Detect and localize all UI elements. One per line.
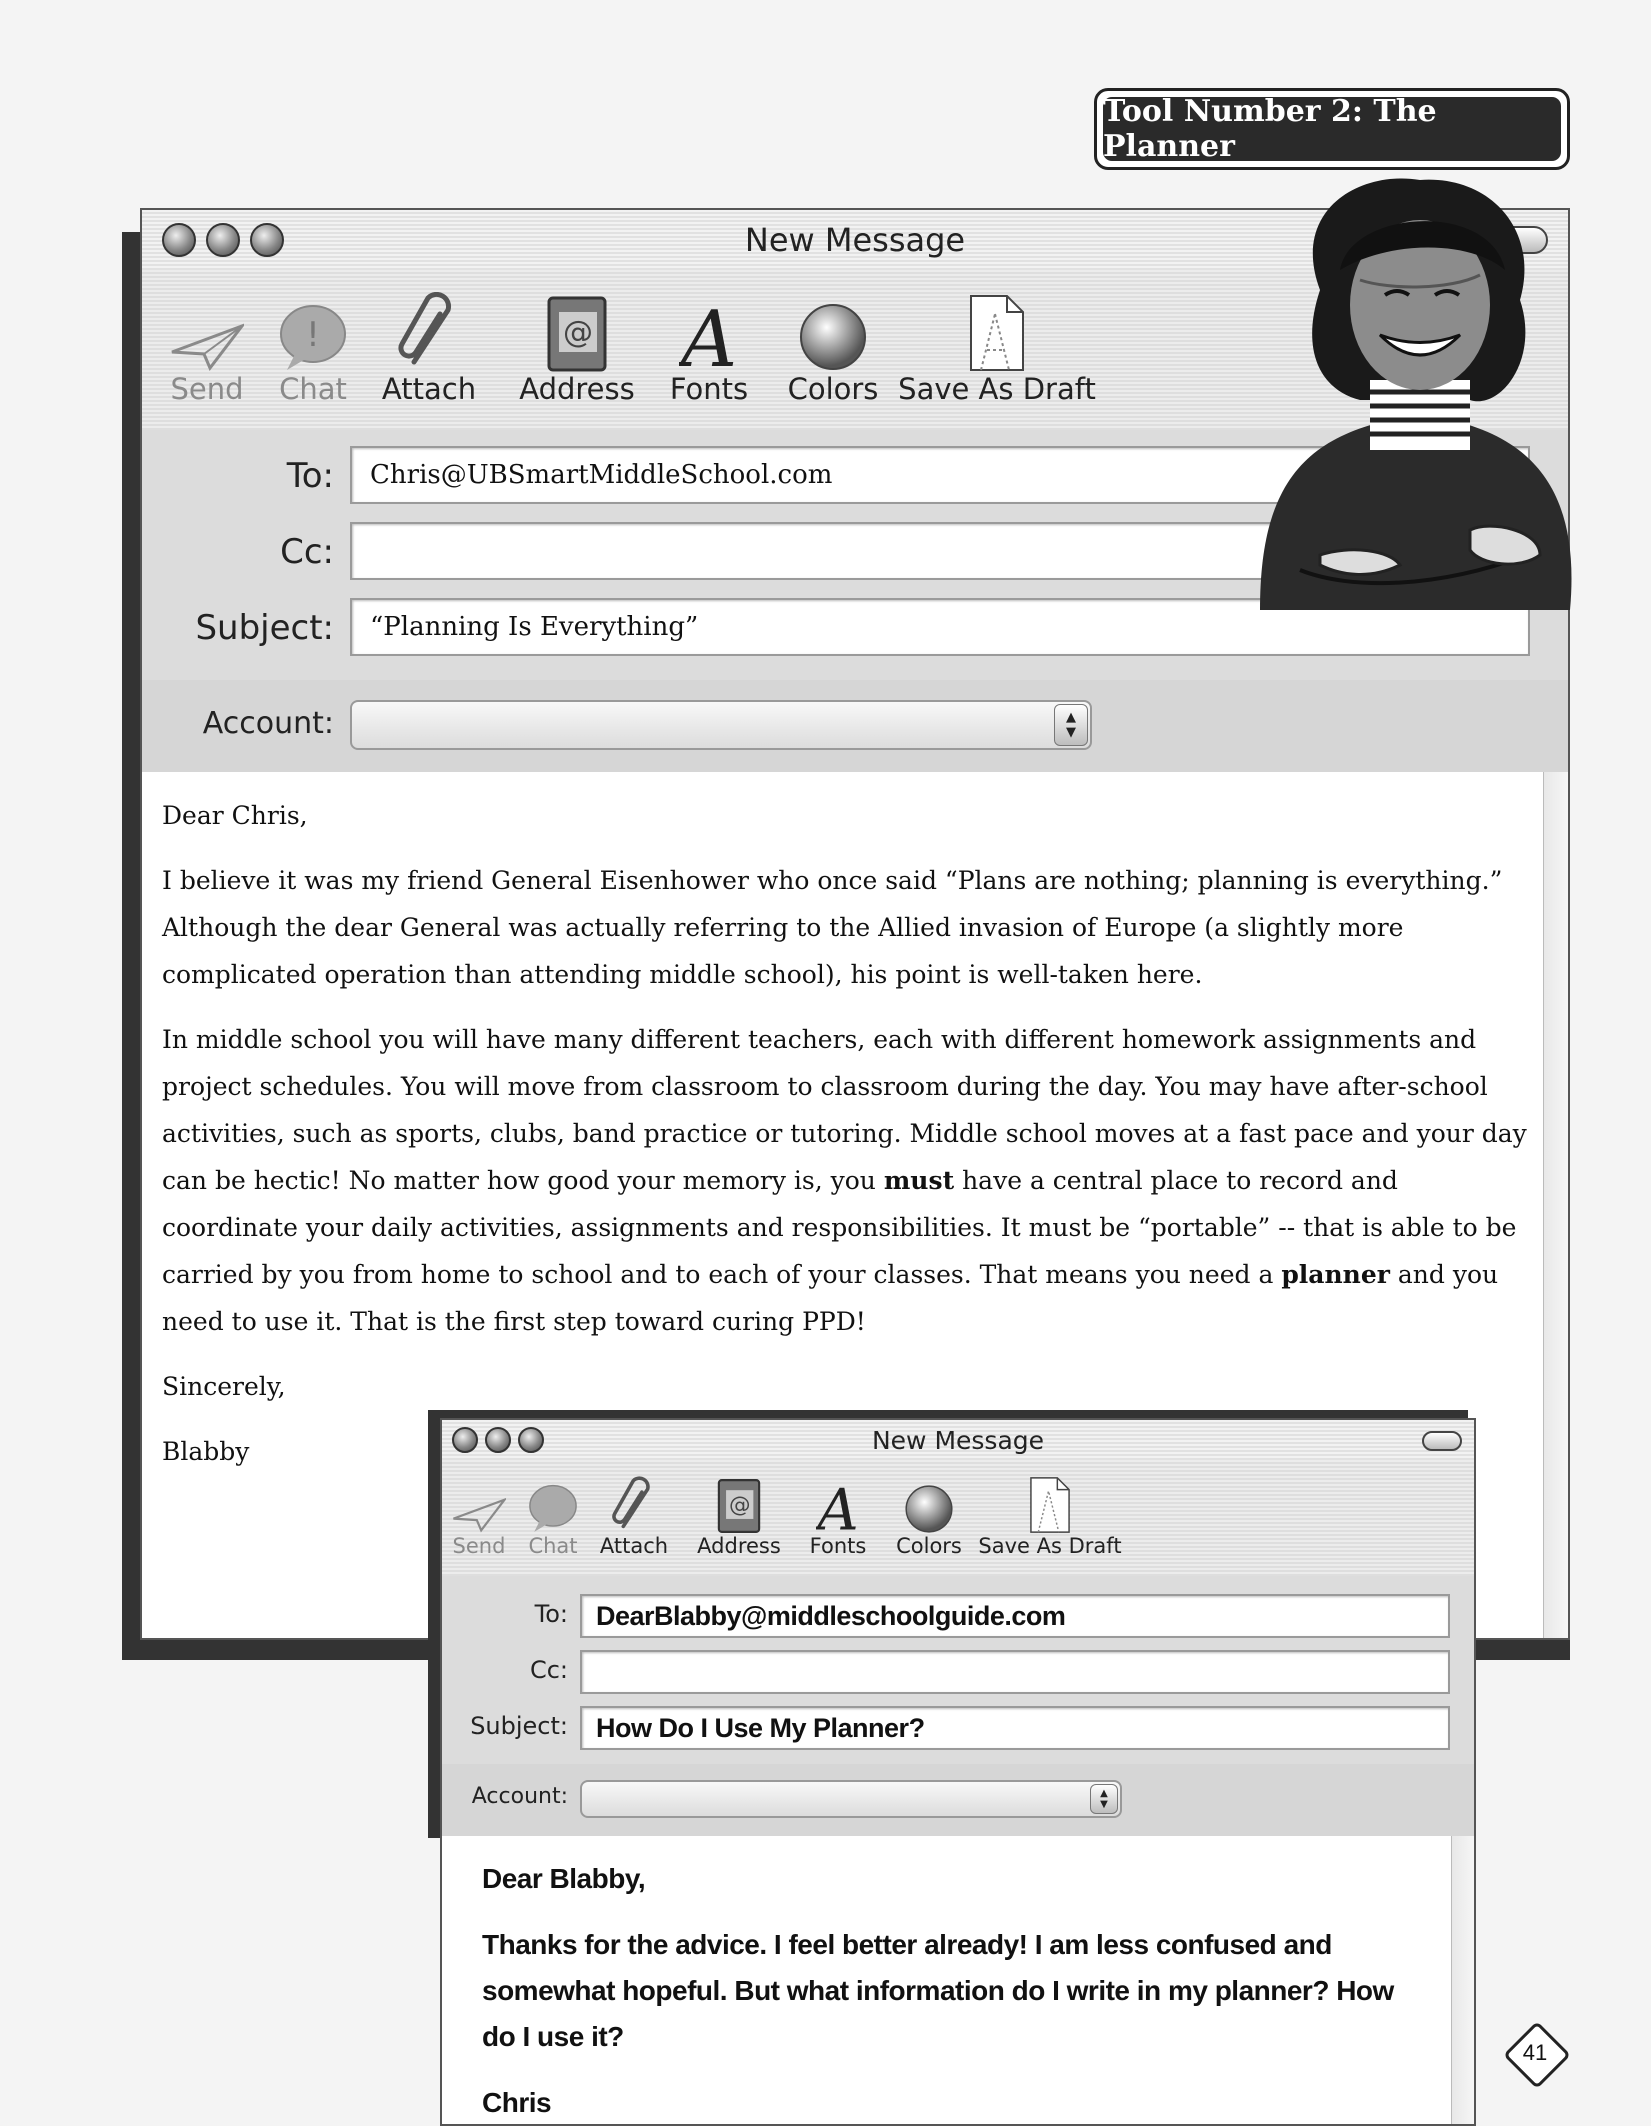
reply-signature: Chris [482, 2087, 552, 2118]
reply-attach-button[interactable]: Attach [592, 1472, 676, 1558]
reply-cc-label: Cc: [529, 1656, 568, 1684]
reply-cc-field[interactable] [580, 1650, 1450, 1694]
reply-chat-button[interactable]: Chat [522, 1472, 584, 1558]
letter-closing: Sincerely, [162, 1372, 286, 1401]
reply-paragraph-1: Thanks for the advice. I feel better already! I am less confused and somewhat hopeful. But what information do I write in my planner? How do I use it? [482, 1929, 1394, 2052]
email-window-chris [440, 1418, 1476, 2126]
reply-toolbar-toggle-button[interactable] [1422, 1431, 1462, 1451]
cc-label: Cc: [280, 532, 334, 572]
scrollbar[interactable] [1543, 772, 1568, 1638]
send-button[interactable]: Send [162, 292, 252, 406]
account-bar [142, 680, 1568, 773]
svg-text:A: A [680, 296, 738, 372]
reply-account-select[interactable] [580, 1780, 1122, 1818]
draft-document-icon [967, 294, 1027, 372]
reply-to-label: To: [534, 1600, 568, 1628]
letter-paragraph-2: In middle school you will have many different teachers, each with different homework assignments and project schedules. You will move from classroom to classroom during the day. You may have after-school activities, such as sports, clubs, band practice or tutoring. Middle school moves at a fast pace and your day can be hectic! No matter how good your memory is, you must have a central place to record and coordinate your daily activities, assignments and responsibilities. It must be “portable” -- that is able to be carried by you from home to school and to each of your classes. That means you need a planner and you need to use it. That is the first step toward curing PPD! [162, 1025, 1527, 1336]
to-label: To: [286, 456, 334, 496]
colors-button[interactable]: Colors [768, 292, 898, 406]
letter-signature: Blabby [162, 1437, 250, 1466]
account-label: Account: [202, 706, 334, 741]
reply-zoom-button[interactable] [518, 1427, 544, 1453]
paper-plane-icon [170, 322, 244, 372]
reply-subject-label: Subject: [470, 1712, 568, 1740]
paper-plane-icon [452, 1496, 506, 1534]
paperclip-icon [609, 1476, 659, 1534]
reply-fonts-button[interactable]: A Fonts [809, 1478, 867, 1558]
address-button[interactable]: @ Address [502, 292, 652, 406]
reply-minimize-button[interactable] [485, 1427, 511, 1453]
reply-account-bar [442, 1764, 1474, 1837]
svg-text:A: A [817, 1478, 859, 1534]
reply-toolbar [442, 1460, 1474, 1577]
reply-send-button[interactable]: Send [448, 1472, 510, 1558]
address-book-icon [545, 296, 609, 372]
font-a-icon [816, 1478, 860, 1534]
draft-document-icon [1028, 1476, 1072, 1534]
reply-greeting: Dear Blabby, [482, 1863, 646, 1894]
subject-label: Subject: [195, 608, 334, 648]
letter-greeting: Dear Chris, [162, 801, 308, 830]
select-stepper-icon: ▲ ▼ [1054, 704, 1088, 746]
reply-save-as-draft-button[interactable]: Save As Draft [972, 1472, 1128, 1558]
close-button[interactable] [162, 223, 196, 257]
address-book-icon [716, 1478, 762, 1534]
minimize-button[interactable] [206, 223, 240, 257]
font-a-icon [679, 296, 739, 372]
chat-bubble-icon [277, 302, 349, 372]
paperclip-icon [394, 292, 464, 372]
page-number-badge [1505, 2023, 1565, 2083]
reply-subject-field[interactable]: How Do I Use My Planner? [580, 1706, 1450, 1750]
reply-colors-button[interactable]: Colors [882, 1472, 976, 1558]
zoom-button[interactable] [250, 223, 284, 257]
reply-message-body[interactable] [442, 1836, 1474, 2124]
chapter-title: Tool Number 2: The Planner [1103, 97, 1561, 161]
blabby-illustration [1240, 170, 1600, 610]
reply-address-button[interactable]: @ Address [686, 1472, 792, 1558]
color-sphere-icon [904, 1484, 954, 1534]
reply-account-label: Account: [471, 1784, 568, 1809]
reply-scrollbar[interactable] [1451, 1836, 1474, 2124]
reply-close-button[interactable] [452, 1427, 478, 1453]
reply-select-stepper-icon: ▲ ▼ [1090, 1784, 1118, 1814]
save-as-draft-button[interactable]: Save As Draft [892, 292, 1102, 406]
to-field[interactable]: Chris@UBSmartMiddleSchool.com [350, 446, 1530, 504]
color-sphere-icon [798, 302, 868, 372]
svg-text:@: @ [728, 1492, 751, 1518]
svg-text:!: ! [306, 315, 320, 355]
window-title: New Message [744, 221, 966, 259]
page-number: 41 [1522, 2040, 1548, 2065]
fonts-button[interactable]: A Fonts [669, 296, 749, 406]
svg-text:@: @ [563, 315, 593, 350]
attach-button[interactable]: Attach [374, 292, 484, 406]
chapter-badge [1094, 88, 1570, 170]
reply-window-titlebar[interactable] [442, 1420, 1474, 1461]
account-select[interactable] [350, 700, 1092, 750]
reply-window-title: New Message [871, 1425, 1045, 1455]
chat-bubble-icon [527, 1482, 579, 1534]
chat-button[interactable]: ! Chat [268, 292, 358, 406]
reply-to-field[interactable]: DearBlabby@middleschoolguide.com [580, 1594, 1450, 1638]
reply-message-headers [442, 1576, 1474, 1765]
subject-field[interactable]: “Planning Is Everything” [350, 598, 1530, 656]
letter-paragraph-1: I believe it was my friend General Eisenhower who once said “Plans are nothing; planning is everything.” Although the dear General was actually referring to the Allied invasion of Europe (a slightly more complicated operation than attending middle school), his point is well-taken here. [162, 866, 1503, 989]
